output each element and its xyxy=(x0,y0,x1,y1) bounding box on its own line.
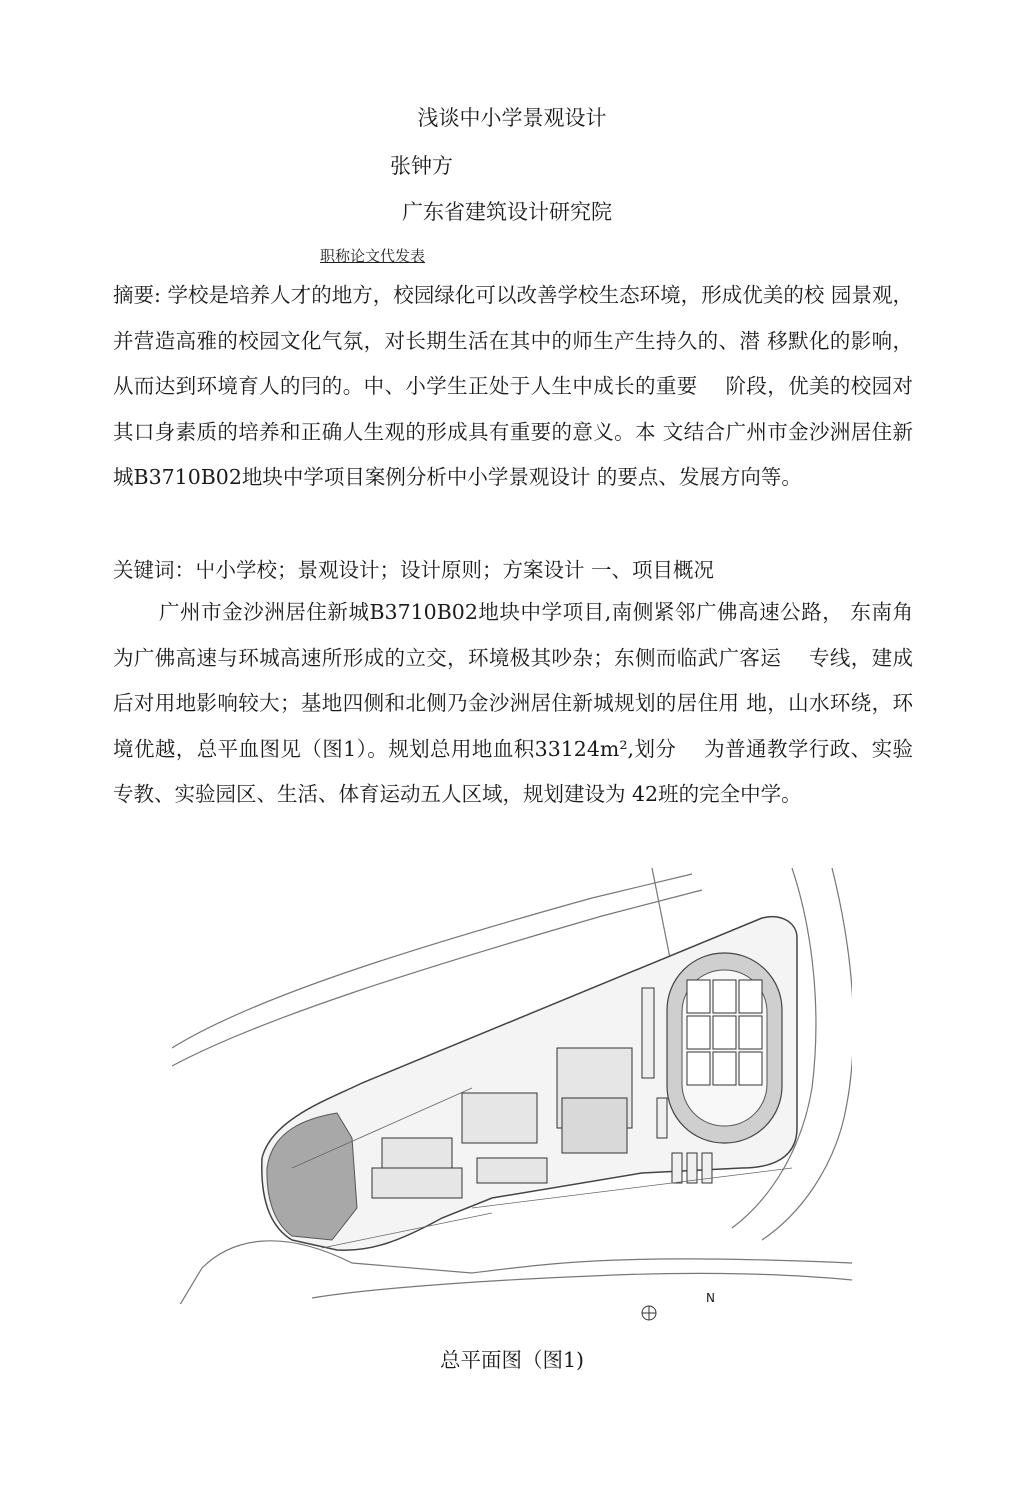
institution-name: 广东省建筑设计研究院 xyxy=(402,200,612,224)
author-name: 张钟方 xyxy=(390,154,453,178)
compass-icon xyxy=(641,1305,657,1321)
abstract-text: 摘要: 学校是培养人才的地方，校园绿化可以改善学校生态环境，形成优美的校 园景观，并营造高雅的校园文化气氛，对长期生活在其中的师生产生持久的、潜 移默化的影响，从而达到环境育人的冃的。中、小学生正处于人生中成长的重要 阶段，优美的校园对其口身素质的培养和正确人生观的形成具有重要的意义。本 文结合广州市金沙洲居住新城B3710B02地块中学项目案例分析中小学景观设计 的要点、发展方向等。 xyxy=(113,283,913,489)
road-line xyxy=(312,1273,852,1298)
keywords-text: 关键词：屮小学校；景观设计；设计原则；方案设计 一、项目概况 xyxy=(113,558,715,582)
road-line xyxy=(172,1241,852,1304)
figure-caption: 总平面图（图1) xyxy=(439,1348,585,1372)
abstract-paragraph xyxy=(113,273,913,501)
road-line xyxy=(652,868,672,968)
north-label: N xyxy=(706,1291,715,1305)
project-overview-paragraph xyxy=(113,590,913,818)
project-overview-text: 广州市金沙洲居住新城B3710B02地块中学项目,南侧紧邻广佛高速公路， 东南角为广佛高速与环城高速所形成的立交，环境极其吵杂；东侧而临武广客运 专线，建成后对用地影响较大；基地四侧和北侧乃金沙洲居住新城规划的居住用 地，山水环绕，环境优越，总平血图见（图1）。规划总用地血积33124m²,划分 为普通教学行政、实验专教、实验园区、生活、体育运动五人区域，规划建设为 42班的完全中学。 xyxy=(113,600,913,806)
document-title: 浅谈中小学景观设计 xyxy=(417,106,607,130)
sports-courts xyxy=(687,980,762,1085)
site-plan-figure xyxy=(172,868,852,1304)
publication-link[interactable]: 职称论文代发表 xyxy=(320,247,426,265)
keywords-paragraph xyxy=(113,548,913,594)
